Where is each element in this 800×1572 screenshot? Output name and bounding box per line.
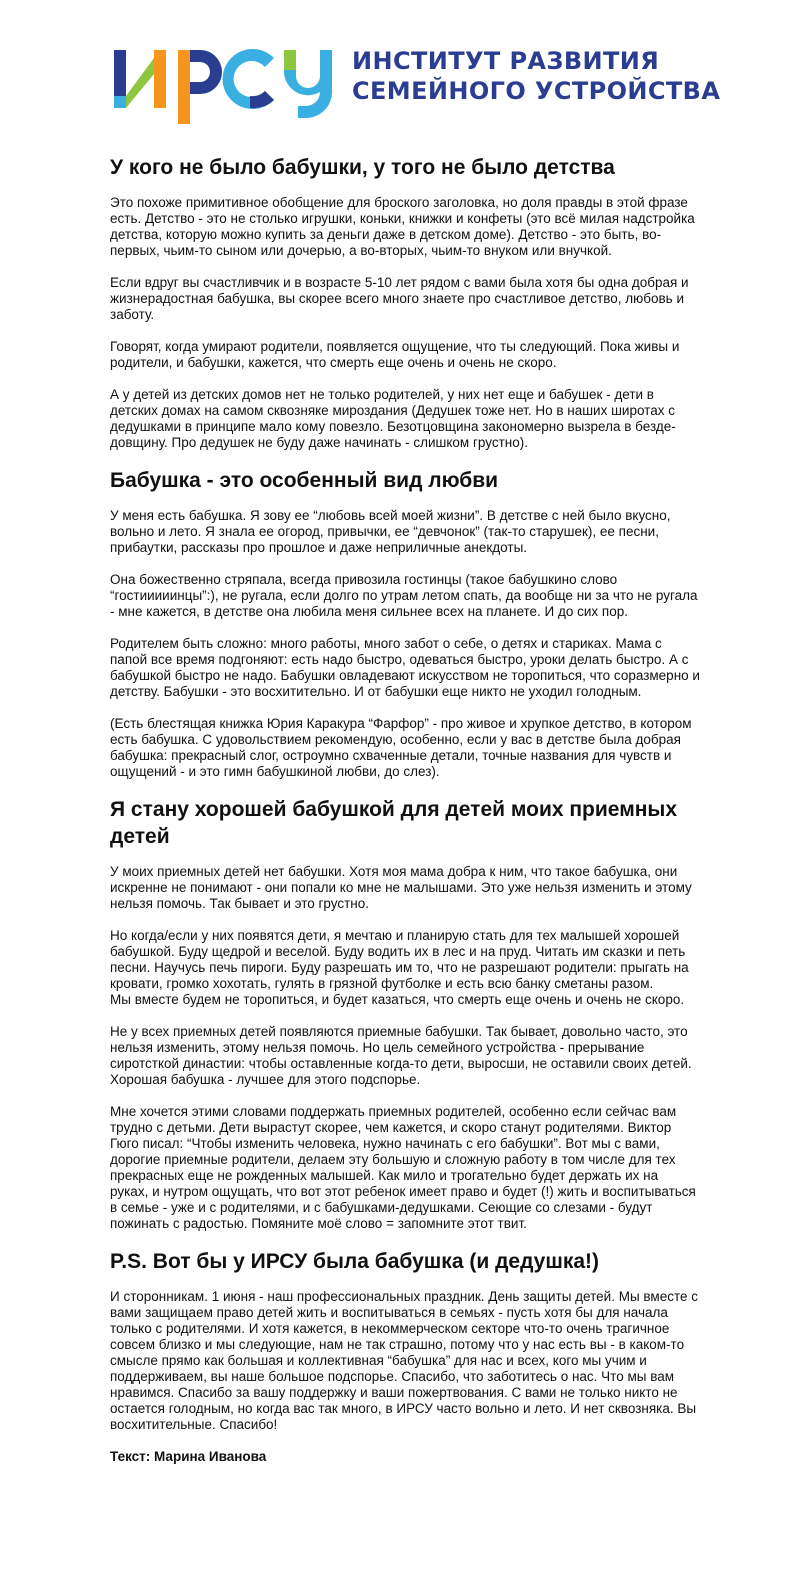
paragraph: Родителем быть сложно: много работы, много забот о себе, о детях и стариках. Мама с папой все время подгоняют: есть надо быстро, одеваться быстро, уроки делать быстро. А с бабушкой быстро не надо. Бабушки овладевают искусством не торопиться, что соразмерно и детству. Бабушки - это восхитительно. И от бабушки еще никто не уходил голодным.: [110, 636, 700, 699]
section-heading: P.S. Вот бы у ИРСУ была бабушка (и дедушка!): [110, 1250, 600, 1273]
paragraph: А у детей из детских домов нет не только родителей, у них нет еще и бабушек - дети в детских домах на самом сквозняке мироздания (Дедушек тоже нет. Но в наших широтах с дедушками в принципе мало кому повезло. Безотцовщина закономерно вызрела в бездедовщину. Про дедушек не буду даже начинать - слишком грустно).: [110, 387, 676, 450]
paragraph: Если вдруг вы счастливчик и в возрасте 5-10 лет рядом с вами была хотя бы одна добрая и жизнерадостная бабушка, вы скорее всего много знаете про счастливое детство, любовь и заботу.: [110, 275, 689, 322]
section-1: [110, 154, 700, 451]
article-content: [110, 154, 700, 1465]
paragraph: Говорят, когда умирают родители, появляется ощущение, что ты следующий. Пока живы и родители, и бабушки, кажется, что смерть еще очень и очень не скоро.: [110, 339, 680, 370]
paragraph: Не у всех приемных детей появляются приемные бабушки. Так бывает, довольно часто, это нельзя изменить, этому нельзя помочь. Но цель семейного устройства - прерывание сиротсткой династии: чтобы оставленные когда-то дети, выросши, не оставили своих детей. Хорошая бабушка - лучшее для этого подспорье.: [110, 1024, 692, 1087]
section-heading: У кого не было бабушки, у того не было детства: [110, 156, 615, 179]
paragraph: Она божественно стряпала, всегда привозила гостинцы (такое бабушкино слово “гостииииинцы”:), не ругала, если долго по утрам летом спать, да вообще ни за что не ругала - мне кажется, в детстве она любила меня сильнее всех на планете. И до сих пор.: [110, 572, 698, 619]
paragraph: У меня есть бабушка. Я зову ее “любовь всей моей жизни”. В детстве с ней было вкусно, вольно и лето. Я знала ее огород, привычки, ее “девчонок” (так-то старушек), ее песни, прибаутки, рассказы про прошлое и даже неприличные анекдоты.: [110, 508, 671, 555]
section-heading: Бабушка - это особенный вид любви: [110, 469, 499, 492]
paragraph: И сторонникам. 1 июня - наш профессиональных праздник. День защиты детей. Мы вместе с вами защищаем право детей жить и воспитываться в семьях - пусть хотя бы для начала только с родителями. И хотя кажется, в некоммерческом секторе что-то очень трагичное совсем близко и мы следующие, нам не так страшно, потому что у нас есть вы - в каком-то смысле прямо как большая и коллективная “бабушка” для нас и всех, кого мы учим и поддерживаем, вы наше большое подспорье. Спасибо, что заботитесь о нас. Что мы вам нравимся. Спасибо за вашу поддержку и ваши пожертвования. С вами не только никто не остается голодным, но когда вас так много, в ИРСУ часто вольно и лето. И нет сквозняка. Вы восхитительные. Спасибо!: [110, 1289, 699, 1432]
section-3: [110, 796, 700, 1232]
paragraph: Мне хочется этими словами поддержать приемных родителей, особенно если сейчас вам трудно с детьми. Дети вырастут скорее, чем кажется, и скоро станут родителями. Виктор Гюго писал: “Чтобы изменить человека, нужно начинать с его бабушки”. Вот мы с вами, дорогие приемные родители, делаем эту большую и сложную работу в том числе для тех прекрасных еще не рожденных малышей. Как мило и трогательно будет держать их на руках, и нутром ощущать, что вот этот ребенок имеет право и будет (!) жить и воспитываться в семье - уже и с родителями, и с бабушками-дедушками. Сеющие со слезами - будут пожинать с радостью. Помяните моё слово = запомните этот твит.: [110, 1104, 696, 1231]
author-credit: Текст: Марина Иванова: [110, 1449, 267, 1464]
irsu-logo-mark: [112, 44, 334, 124]
paragraph: Это похоже примитивное обобщение для броского заголовка, но доля правды в этой фразе есть. Детство - это не столько игрушки, коньки, книжки и конфеты (это всё милая надстройка детства, которую можно купить за деньги даже в детском доме). Детство - это быть, во-первых, чьим-то сыном или дочерью, а во-вторых, чьим-то внуком или внучкой.: [110, 195, 695, 258]
paragraph: У моих приемных детей нет бабушки. Хотя моя мама добра к ним, что такое бабушка, они искренне не понимают - они попали ко мне не малышами. Это уже нельзя изменить и этому нельзя помочь. Так бывает и это грустно.: [110, 864, 692, 911]
irsu-logo[interactable]: [112, 44, 721, 124]
paragraph: Но когда/если у них появятся дети, я мечтаю и планирую стать для тех малышей хорошей бабушкой. Буду щедрой и веселой. Буду водить их в лес и на пруд. Читать им сказки и петь песни. Научусь печь пироги. Буду разрешать им то, что не разрешают родители: прыгать на кровати, громко хохотать, гулять в грязной футболке и есть всю банку сметаны разом. Мы вместе будем не торопиться, и будет казаться, что смерть еще очень и очень не скоро.: [110, 928, 689, 1007]
logo-line-1: ИНСТИТУТ РАЗВИТИЯ: [352, 47, 660, 75]
section-4: [110, 1248, 700, 1433]
section-2: [110, 467, 700, 780]
logo-wordmark: [352, 46, 720, 106]
paragraph: (Есть блестящая книжка Юрия Каракура “Фарфор” - про живое и хрупкое детство, в котором есть бабушка. С удовольствием рекомендую, особенно, если у вас в детстве была добрая бабушка: прекрасный слог, остроумно схваченные детали, точные названия для чувств и ощущений - и это гимн бабушкиной любви, до слез).: [110, 716, 692, 779]
logo-line-2: СЕМЕЙНОГО УСТРОЙСТВА: [352, 77, 721, 105]
section-heading: Я стану хорошей бабушкой для детей моих приемных детей: [110, 798, 678, 848]
